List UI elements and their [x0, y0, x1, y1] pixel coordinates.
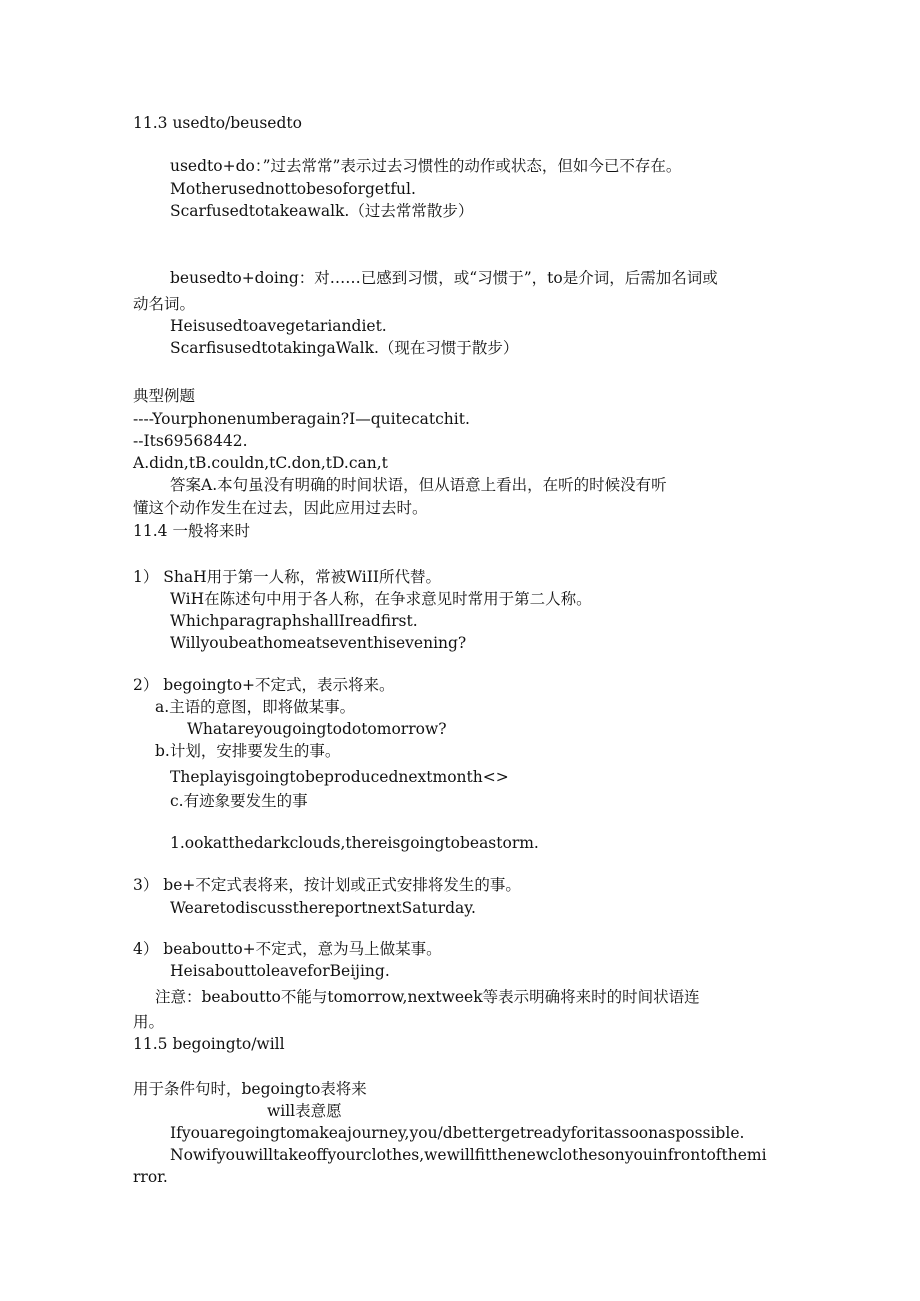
- conditional-line-1: 用于条件句时，begoingto表将来: [133, 1080, 367, 1098]
- be-used-to-example-2: ScarfisusedtotakingaWalk.（现在习惯于散步）: [170, 339, 519, 357]
- point-1-example-1: WhichparagraphshallIreadfirst.: [170, 612, 418, 630]
- point-2c-example: 1.ookatthedarkclouds,thereisgoingtobeastorm.: [170, 834, 539, 852]
- conditional-example-1: Ifyouaregoingtomakeajourney,you/dbettergetreadyforitassoonaspossible.: [170, 1124, 745, 1142]
- be-used-to-example-1: Heisusedtoavegetariandiet.: [170, 317, 387, 335]
- example-answer-cont: 懂这个动作发生在过去，因此应用过去时。: [133, 499, 428, 517]
- be-used-to-definition-cont: 动名词。: [133, 295, 196, 313]
- example-options: A.didn,tB.couldn,tC.don,tD.can,t: [133, 454, 388, 472]
- section-11-4-heading: 11.4 一般将来时: [133, 522, 250, 540]
- point-1-detail: WiH在陈述句中用于各人称，在争求意见时常用于第二人称。: [170, 590, 592, 608]
- be-used-to-definition: beusedto+doing：对……已感到习惯，或“习惯于”，to是介词，后需加名词或: [170, 269, 718, 287]
- point-2a: a.主语的意图，即将做某事。: [155, 698, 356, 716]
- point-4-title: 4） beaboutto+不定式，意为马上做某事。: [133, 940, 442, 958]
- point-1-title: 1） ShaH用于第一人称，常被WiII所代替。: [133, 568, 442, 586]
- example-title: 典型例题: [133, 387, 196, 405]
- point-2b: b.计划，安排要发生的事。: [155, 742, 341, 760]
- used-to-example-2: Scarfusedtotakeawalk.（过去常常散步）: [170, 202, 474, 220]
- section-11-3-heading: 11.3 usedto/beusedto: [133, 114, 302, 132]
- example-question-2: --Its69568442.: [133, 432, 248, 450]
- point-2b-example: Theplayisgoingtobeproducednextmonth<>: [170, 768, 509, 786]
- used-to-definition: usedto+do：”过去常常”表示过去习惯性的动作或状态，但如今已不存在。: [170, 157, 682, 175]
- example-question-1: ----Yourphonenumberagain?I—quitecatchit.: [133, 410, 470, 428]
- point-1-example-2: Willyoubeathomeatseventhisevening?: [170, 634, 467, 652]
- point-3-title: 3） be+不定式表将来，按计划或正式安排将发生的事。: [133, 876, 521, 894]
- used-to-example-1: Motherusednottobesoforgetful.: [170, 180, 416, 198]
- note: 注意：beaboutto不能与tomorrow,nextweek等表示明确将来时的时间状语连: [155, 988, 700, 1006]
- conditional-line-2: will表意愿: [267, 1102, 342, 1120]
- section-11-5-heading: 11.5 begoingto/will: [133, 1035, 285, 1053]
- note-cont: 用。: [133, 1013, 165, 1031]
- point-4-example: HeisabouttoleaveforBeijing.: [170, 962, 390, 980]
- example-answer: 答案A.本句虽没有明确的时间状语，但从语意上看出，在听的时候没有听: [170, 476, 667, 494]
- conditional-example-2: Nowifyouwilltakeoffyourclothes,wewillfitthenewclothesonyouinfrontofthemi: [170, 1146, 767, 1164]
- point-3-example: WearetodiscussthereportnextSaturday.: [170, 899, 476, 917]
- conditional-example-2-cont: rror.: [133, 1168, 168, 1186]
- point-2-title: 2） begoingto+不定式，表示将来。: [133, 676, 395, 694]
- point-2a-example: Whatareyougoingtodotomorrow?: [187, 720, 447, 738]
- point-2c: c.有迹象要发生的事: [170, 792, 308, 810]
